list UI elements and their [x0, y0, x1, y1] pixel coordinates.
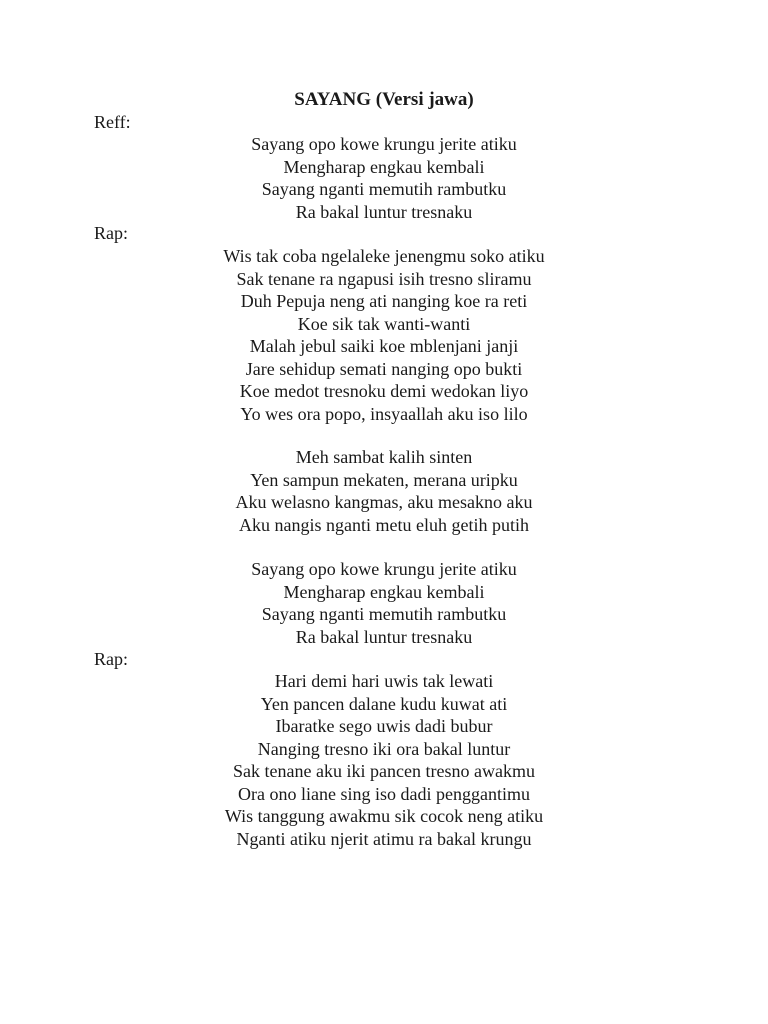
lyric-line: Sayang nganti memutih rambutku: [261, 179, 507, 199]
lyric-line: Duh Pepuja neng ati nanging koe ra reti: [240, 291, 528, 311]
lyric-line: Ra bakal luntur tresnaku: [295, 201, 473, 222]
lyric-line: Meh sambat kalih sinten: [295, 447, 473, 467]
lyric-line: Sak tenane ra ngapusi isih tresno sliramu: [236, 268, 532, 289]
lyric-line: Yo wes ora popo, insyaallah aku iso lilo: [240, 403, 528, 424]
rap-label-1: Rap:: [94, 223, 128, 243]
lyric-line: Ra bakal luntur tresnaku: [295, 626, 473, 647]
lyric-line: Koe sik tak wanti-wanti: [297, 313, 471, 334]
lyric-line: Yen pancen dalane kudu kuwat ati: [260, 693, 508, 714]
lyric-line: Mengharap engkau kembali: [283, 156, 485, 177]
lyric-line: Nanging tresno iki ora bakal luntur: [257, 738, 511, 759]
lyrics-section-rap-2: [0, 670, 768, 850]
lyric-line: Wis tak coba ngelaleke jenengmu soko atiku: [223, 246, 545, 266]
lyric-line: Hari demi hari uwis tak lewati: [274, 671, 494, 691]
lyric-line: Jare sehidup semati nanging opo bukti: [245, 358, 523, 379]
lyric-line: Yen sampun mekaten, merana uripku: [250, 469, 518, 490]
lyric-line: Nganti atiku njerit atimu ra bakal krungu: [236, 828, 532, 849]
lyric-line: Ora ono liane sing iso dadi penggantimu: [238, 783, 530, 804]
lyrics-section-verse: [0, 446, 768, 536]
lyric-line: Mengharap engkau kembali: [283, 581, 485, 602]
lyric-line: Sak tenane aku iki pancen tresno awakmu: [233, 761, 535, 781]
lyric-line: Malah jebul saiki koe mblenjani janji: [249, 336, 519, 356]
lyric-line: Sayang opo kowe krungu jerite atiku: [251, 559, 517, 579]
lyric-line: Sayang opo kowe krungu jerite atiku: [251, 134, 517, 154]
reff-label: Reff:: [94, 112, 131, 132]
lyric-line: Sayang nganti memutih rambutku: [261, 604, 507, 624]
lyrics-section-rap-1: [0, 245, 768, 425]
lyric-line: Wis tanggung awakmu sik cocok neng atiku: [224, 806, 544, 826]
lyric-line: Aku nangis nganti metu eluh getih putih: [239, 514, 529, 535]
rap-label-2: Rap:: [94, 649, 128, 669]
lyric-line: Aku welasno kangmas, aku mesakno aku: [235, 492, 533, 512]
lyric-line: Ibaratke sego uwis dadi bubur: [275, 716, 493, 736]
page-title: SAYANG (Versi jawa): [294, 89, 474, 110]
lyrics-section-reff-2: [0, 558, 768, 648]
lyric-line: Koe medot tresnoku demi wedokan liyo: [239, 381, 529, 401]
lyrics-section-reff-1: [0, 133, 768, 223]
